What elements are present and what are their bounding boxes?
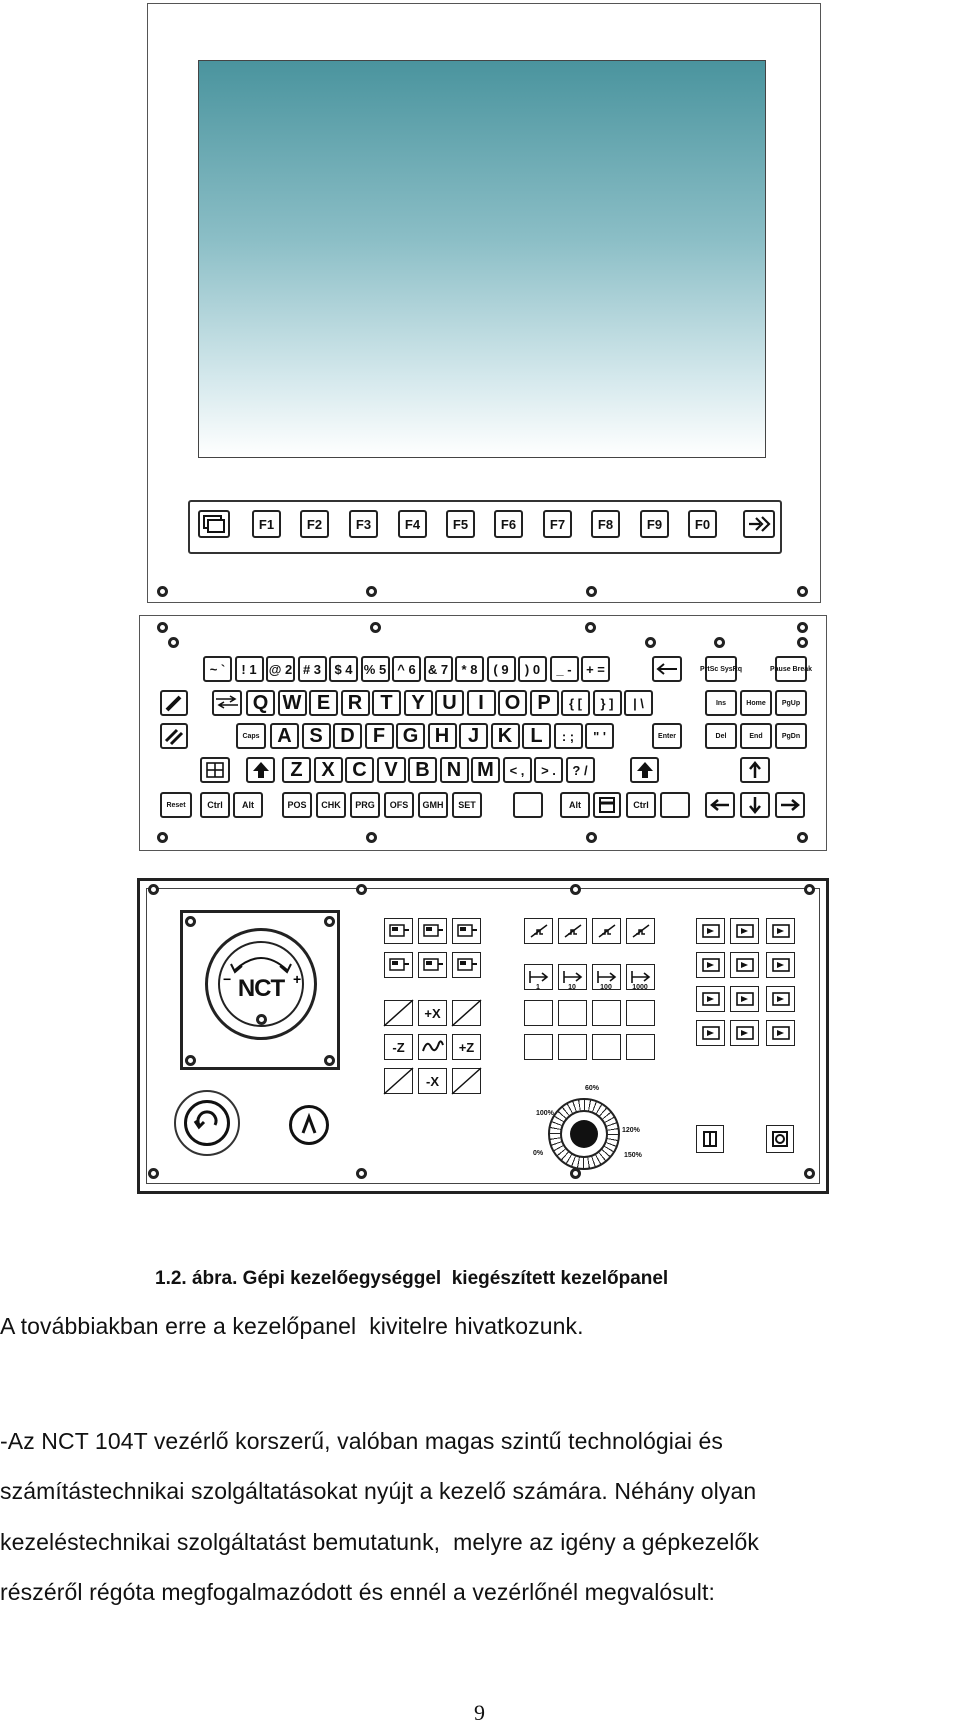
key-row5[interactable]: CHK bbox=[316, 792, 346, 818]
key-row2[interactable]: Y bbox=[404, 690, 433, 716]
power-icon bbox=[293, 1109, 325, 1141]
arrow-up-key[interactable] bbox=[740, 757, 770, 783]
arrow-down-icon bbox=[746, 795, 764, 815]
rotate-icon bbox=[189, 1105, 225, 1141]
key-row2[interactable]: | \ bbox=[624, 690, 653, 716]
screw bbox=[324, 916, 335, 927]
paragraph-line: -Az NCT 104T vezérlő korszerű, valóban magas szintű technológiai és bbox=[0, 1428, 724, 1454]
screw bbox=[256, 1014, 267, 1025]
pen-icon bbox=[164, 693, 184, 713]
key-row1[interactable]: & 7 bbox=[424, 656, 453, 682]
shift-icon bbox=[251, 760, 271, 780]
backspace-key[interactable] bbox=[652, 656, 682, 682]
screw bbox=[366, 832, 377, 843]
screw bbox=[585, 622, 596, 633]
key-row4[interactable]: Z bbox=[282, 757, 311, 783]
screw bbox=[797, 586, 808, 597]
key-row5[interactable]: Alt bbox=[560, 792, 590, 818]
mode-icon bbox=[700, 1024, 722, 1042]
mode-key[interactable] bbox=[384, 918, 413, 944]
numlock-key[interactable] bbox=[200, 757, 230, 783]
key-row2[interactable]: Q bbox=[246, 690, 275, 716]
shift-left-key[interactable] bbox=[246, 757, 275, 783]
key-row1[interactable]: ^ 6 bbox=[392, 656, 421, 682]
mode-icon bbox=[734, 990, 756, 1008]
key-row2[interactable]: R bbox=[341, 690, 370, 716]
key-row3[interactable]: H bbox=[428, 723, 457, 749]
key-row4[interactable]: C bbox=[345, 757, 374, 783]
key-row1[interactable]: ! 1 bbox=[235, 656, 264, 682]
override-label: 150% bbox=[624, 1152, 642, 1159]
mode-icon bbox=[734, 1024, 756, 1042]
figure-caption: 1.2. ábra. Gépi kezelőegységgel kiegészített kezelőpanel bbox=[155, 1268, 669, 1289]
axis-rapid-key[interactable] bbox=[384, 1068, 413, 1094]
function-key-f0[interactable]: F0 bbox=[688, 510, 717, 538]
diagonal-icon bbox=[452, 1000, 481, 1026]
tab-icon bbox=[214, 695, 240, 711]
arrow-up-icon bbox=[746, 760, 764, 780]
nct-logo: NCT bbox=[237, 975, 285, 1002]
key-del[interactable]: Del bbox=[705, 723, 737, 749]
double-pen-key[interactable] bbox=[160, 723, 188, 749]
function-key-f2[interactable]: F2 bbox=[300, 510, 329, 538]
screw bbox=[356, 884, 367, 895]
mode-icon bbox=[422, 956, 444, 974]
tab-key[interactable] bbox=[212, 690, 242, 716]
key-row1[interactable]: % 5 bbox=[361, 656, 390, 682]
function-key[interactable] bbox=[696, 918, 725, 944]
screw bbox=[586, 832, 597, 843]
function-key[interactable] bbox=[626, 918, 655, 944]
blank-key[interactable] bbox=[558, 1000, 587, 1026]
function-key[interactable] bbox=[766, 952, 795, 978]
arrow-left-icon bbox=[709, 797, 731, 813]
svg-text:+: + bbox=[293, 971, 302, 987]
mode-icon bbox=[456, 956, 478, 974]
key-row5[interactable]: Alt bbox=[233, 792, 263, 818]
mode-icon bbox=[388, 956, 410, 974]
function-key-f1[interactable]: F1 bbox=[252, 510, 281, 538]
increment-label: 1000 bbox=[632, 984, 648, 991]
stop-icon bbox=[700, 1129, 720, 1149]
key-ins[interactable]: Ins bbox=[705, 690, 737, 716]
arrow-right-icon bbox=[746, 514, 772, 534]
override-knob-center bbox=[570, 1120, 598, 1148]
key-row4[interactable]: < , bbox=[503, 757, 532, 783]
grid-icon bbox=[205, 761, 225, 779]
increment-label: 100 bbox=[600, 984, 612, 991]
key-row1[interactable]: + = bbox=[581, 656, 610, 682]
key-row1[interactable]: @ 2 bbox=[266, 656, 295, 682]
function-key[interactable] bbox=[696, 1020, 725, 1046]
arrow-down-key[interactable] bbox=[740, 792, 770, 818]
key-row2[interactable]: { [ bbox=[561, 690, 590, 716]
menu-key[interactable] bbox=[593, 792, 621, 818]
key-row5[interactable]: GMH bbox=[418, 792, 448, 818]
screw bbox=[148, 1168, 159, 1179]
mode-icon bbox=[630, 922, 652, 940]
override-label: 0% bbox=[533, 1150, 544, 1157]
arrow-right-key[interactable] bbox=[775, 792, 805, 818]
screw bbox=[714, 637, 725, 648]
function-key-f8[interactable]: F8 bbox=[591, 510, 620, 538]
mode-icon bbox=[700, 956, 722, 974]
function-key-f4[interactable]: F4 bbox=[398, 510, 427, 538]
key-row2[interactable]: O bbox=[498, 690, 527, 716]
function-key-f3[interactable]: F3 bbox=[349, 510, 378, 538]
key-pause[interactable]: Pause Break bbox=[775, 656, 807, 682]
diagonal-icon bbox=[384, 1068, 413, 1094]
screw bbox=[804, 884, 815, 895]
screw bbox=[185, 1055, 196, 1066]
backspace-icon bbox=[655, 662, 679, 676]
key-row2[interactable]: } ] bbox=[593, 690, 622, 716]
paragraph-line: számítástechnikai szolgáltatásokat nyújt a kezelő számára. Néhány olyan bbox=[0, 1478, 757, 1504]
key-row4[interactable]: > . bbox=[534, 757, 563, 783]
axis-rapid-key[interactable] bbox=[384, 1000, 413, 1026]
blank-key[interactable] bbox=[592, 1034, 621, 1060]
function-key[interactable] bbox=[730, 1020, 759, 1046]
function-key[interactable] bbox=[730, 918, 759, 944]
function-key-f9[interactable]: F9 bbox=[640, 510, 669, 538]
function-key[interactable] bbox=[696, 952, 725, 978]
key-row5[interactable]: POS bbox=[282, 792, 312, 818]
mode-key[interactable] bbox=[452, 918, 481, 944]
function-key[interactable] bbox=[524, 918, 553, 944]
screw bbox=[797, 622, 808, 633]
key-row3[interactable]: " ' bbox=[585, 723, 614, 749]
key-row2[interactable]: W bbox=[278, 690, 307, 716]
override-label: 60% bbox=[585, 1085, 600, 1092]
key-row1[interactable]: # 3 bbox=[298, 656, 327, 682]
blank-key[interactable] bbox=[592, 1000, 621, 1026]
screw bbox=[157, 832, 168, 843]
mode-icon bbox=[770, 990, 792, 1008]
document-icon bbox=[598, 796, 616, 814]
mode-icon bbox=[596, 922, 618, 940]
mode-key[interactable] bbox=[384, 952, 413, 978]
arrow-right-icon bbox=[779, 797, 801, 813]
double-pen-icon bbox=[164, 726, 184, 746]
key-end[interactable]: End bbox=[740, 723, 772, 749]
function-key[interactable] bbox=[696, 986, 725, 1012]
key-row3[interactable]: L bbox=[522, 723, 551, 749]
screen-select-key[interactable] bbox=[198, 510, 230, 538]
wave-icon bbox=[421, 1039, 445, 1055]
key-row4[interactable]: B bbox=[408, 757, 437, 783]
screw bbox=[586, 586, 597, 597]
shift-right-key[interactable] bbox=[630, 757, 659, 783]
diagonal-icon bbox=[384, 1000, 413, 1026]
lcd-screen bbox=[198, 60, 766, 458]
key-row5[interactable]: SET bbox=[452, 792, 482, 818]
screw bbox=[356, 1168, 367, 1179]
key-row1[interactable]: ~ ` bbox=[203, 656, 232, 682]
key-row4[interactable]: V bbox=[377, 757, 406, 783]
key-row4[interactable]: ? / bbox=[566, 757, 595, 783]
key-reset[interactable]: Reset bbox=[160, 792, 192, 818]
mode-icon bbox=[700, 922, 722, 940]
key-pgup[interactable]: PgUp bbox=[775, 690, 807, 716]
key-row2[interactable]: P bbox=[530, 690, 559, 716]
override-label: 120% bbox=[622, 1127, 640, 1134]
function-key-f6[interactable]: F6 bbox=[494, 510, 523, 538]
screw bbox=[797, 637, 808, 648]
key-enter[interactable]: Enter bbox=[652, 723, 682, 749]
key-row3[interactable]: D bbox=[333, 723, 362, 749]
key-row1[interactable]: ) 0 bbox=[518, 656, 547, 682]
key-prtsc[interactable]: PrtSc SysRq bbox=[705, 656, 737, 682]
key-row4[interactable]: N bbox=[440, 757, 469, 783]
mode-icon bbox=[388, 922, 410, 940]
shift-icon bbox=[635, 760, 655, 780]
key-row2[interactable]: I bbox=[467, 690, 496, 716]
axis-jog-key[interactable]: +X bbox=[418, 1000, 447, 1026]
blank-key[interactable] bbox=[626, 1034, 655, 1060]
screw bbox=[570, 884, 581, 895]
override-label: 100% bbox=[536, 1110, 554, 1117]
space-key[interactable] bbox=[513, 792, 543, 818]
key-row3[interactable]: A bbox=[270, 723, 299, 749]
mode-icon bbox=[734, 956, 756, 974]
function-key[interactable] bbox=[766, 918, 795, 944]
diagonal-icon bbox=[452, 1068, 481, 1094]
key-row1[interactable]: * 8 bbox=[455, 656, 484, 682]
mode-key[interactable] bbox=[418, 952, 447, 978]
key-row1[interactable]: $ 4 bbox=[329, 656, 358, 682]
key-row3[interactable]: S bbox=[302, 723, 331, 749]
function-key[interactable] bbox=[730, 986, 759, 1012]
paragraph-line: részéről régóta megfogalmazódott és ennél a vezérlőnél megvalósult: bbox=[0, 1579, 715, 1605]
function-key-f5[interactable]: F5 bbox=[446, 510, 475, 538]
blank-key[interactable] bbox=[524, 1034, 553, 1060]
key-row2[interactable]: E bbox=[309, 690, 338, 716]
mode-icon bbox=[770, 922, 792, 940]
key-row5[interactable]: Ctrl bbox=[626, 792, 656, 818]
mode-key[interactable] bbox=[418, 918, 447, 944]
key-home[interactable]: Home bbox=[740, 690, 772, 716]
page-key[interactable] bbox=[660, 792, 690, 818]
screw bbox=[157, 622, 168, 633]
screw bbox=[148, 884, 159, 895]
function-key[interactable] bbox=[766, 986, 795, 1012]
screw bbox=[324, 1055, 335, 1066]
function-key[interactable] bbox=[558, 918, 587, 944]
monitor-icon bbox=[202, 514, 226, 534]
axis-rapid-key[interactable] bbox=[452, 1000, 481, 1026]
function-key-f7[interactable]: F7 bbox=[543, 510, 572, 538]
mode-icon bbox=[422, 922, 444, 940]
axis-jog-key[interactable]: -X bbox=[418, 1068, 447, 1094]
key-row4[interactable]: M bbox=[471, 757, 500, 783]
function-key[interactable] bbox=[766, 1020, 795, 1046]
blank-key[interactable] bbox=[558, 1034, 587, 1060]
key-row5[interactable]: PRG bbox=[350, 792, 380, 818]
mode-icon bbox=[528, 922, 550, 940]
screw bbox=[645, 637, 656, 648]
key-row1[interactable]: ( 9 bbox=[487, 656, 516, 682]
page-number: 9 bbox=[474, 1700, 485, 1725]
svg-text:−: − bbox=[223, 971, 232, 987]
mode-icon bbox=[562, 922, 584, 940]
mode-icon bbox=[770, 956, 792, 974]
axis-jog-key[interactable]: -Z bbox=[384, 1034, 413, 1060]
intro-line: A továbbiakban erre a kezelőpanel kivitelre hivatkozunk. bbox=[0, 1313, 584, 1339]
screw bbox=[366, 586, 377, 597]
cycle-start-key[interactable] bbox=[766, 1125, 794, 1153]
key-row4[interactable]: X bbox=[314, 757, 343, 783]
key-row2[interactable]: T bbox=[372, 690, 401, 716]
arrow-left-key[interactable] bbox=[705, 792, 735, 818]
screw bbox=[370, 622, 381, 633]
screw bbox=[157, 586, 168, 597]
start-icon bbox=[770, 1129, 790, 1149]
key-row3[interactable]: J bbox=[459, 723, 488, 749]
key-row3[interactable]: G bbox=[396, 723, 425, 749]
key-row5[interactable]: OFS bbox=[384, 792, 414, 818]
pen-key[interactable] bbox=[160, 690, 188, 716]
key-row3[interactable]: K bbox=[491, 723, 520, 749]
mode-icon bbox=[734, 922, 756, 940]
axis-rapid-key[interactable] bbox=[452, 1068, 481, 1094]
function-key[interactable] bbox=[730, 952, 759, 978]
mode-icon bbox=[770, 1024, 792, 1042]
mode-key[interactable] bbox=[452, 952, 481, 978]
axis-jog-key[interactable]: +Z bbox=[452, 1034, 481, 1060]
blank-key[interactable] bbox=[626, 1000, 655, 1026]
paragraph-line: kezeléstechnikai szolgáltatást bemutatunk, melyre az igény a gépkezelők bbox=[0, 1529, 759, 1555]
key-row5[interactable]: Ctrl bbox=[200, 792, 230, 818]
mode-icon bbox=[700, 990, 722, 1008]
increment-label: 10 bbox=[568, 984, 576, 991]
rapid-traverse-key[interactable] bbox=[418, 1034, 447, 1060]
screw bbox=[185, 916, 196, 927]
key-pgdn[interactable]: PgDn bbox=[775, 723, 807, 749]
key-row3[interactable]: : ; bbox=[554, 723, 583, 749]
key-row2[interactable]: U bbox=[435, 690, 464, 716]
screw bbox=[168, 637, 179, 648]
screen-next-key[interactable] bbox=[743, 510, 775, 538]
key-row1[interactable]: _ - bbox=[550, 656, 579, 682]
screw bbox=[804, 1168, 815, 1179]
mode-icon bbox=[456, 922, 478, 940]
cycle-stop-key[interactable] bbox=[696, 1125, 724, 1153]
key-row3[interactable]: F bbox=[365, 723, 394, 749]
key-caps[interactable]: Caps bbox=[236, 723, 266, 749]
increment-label: 1 bbox=[536, 984, 540, 991]
screw bbox=[797, 832, 808, 843]
blank-key[interactable] bbox=[524, 1000, 553, 1026]
function-key[interactable] bbox=[592, 918, 621, 944]
